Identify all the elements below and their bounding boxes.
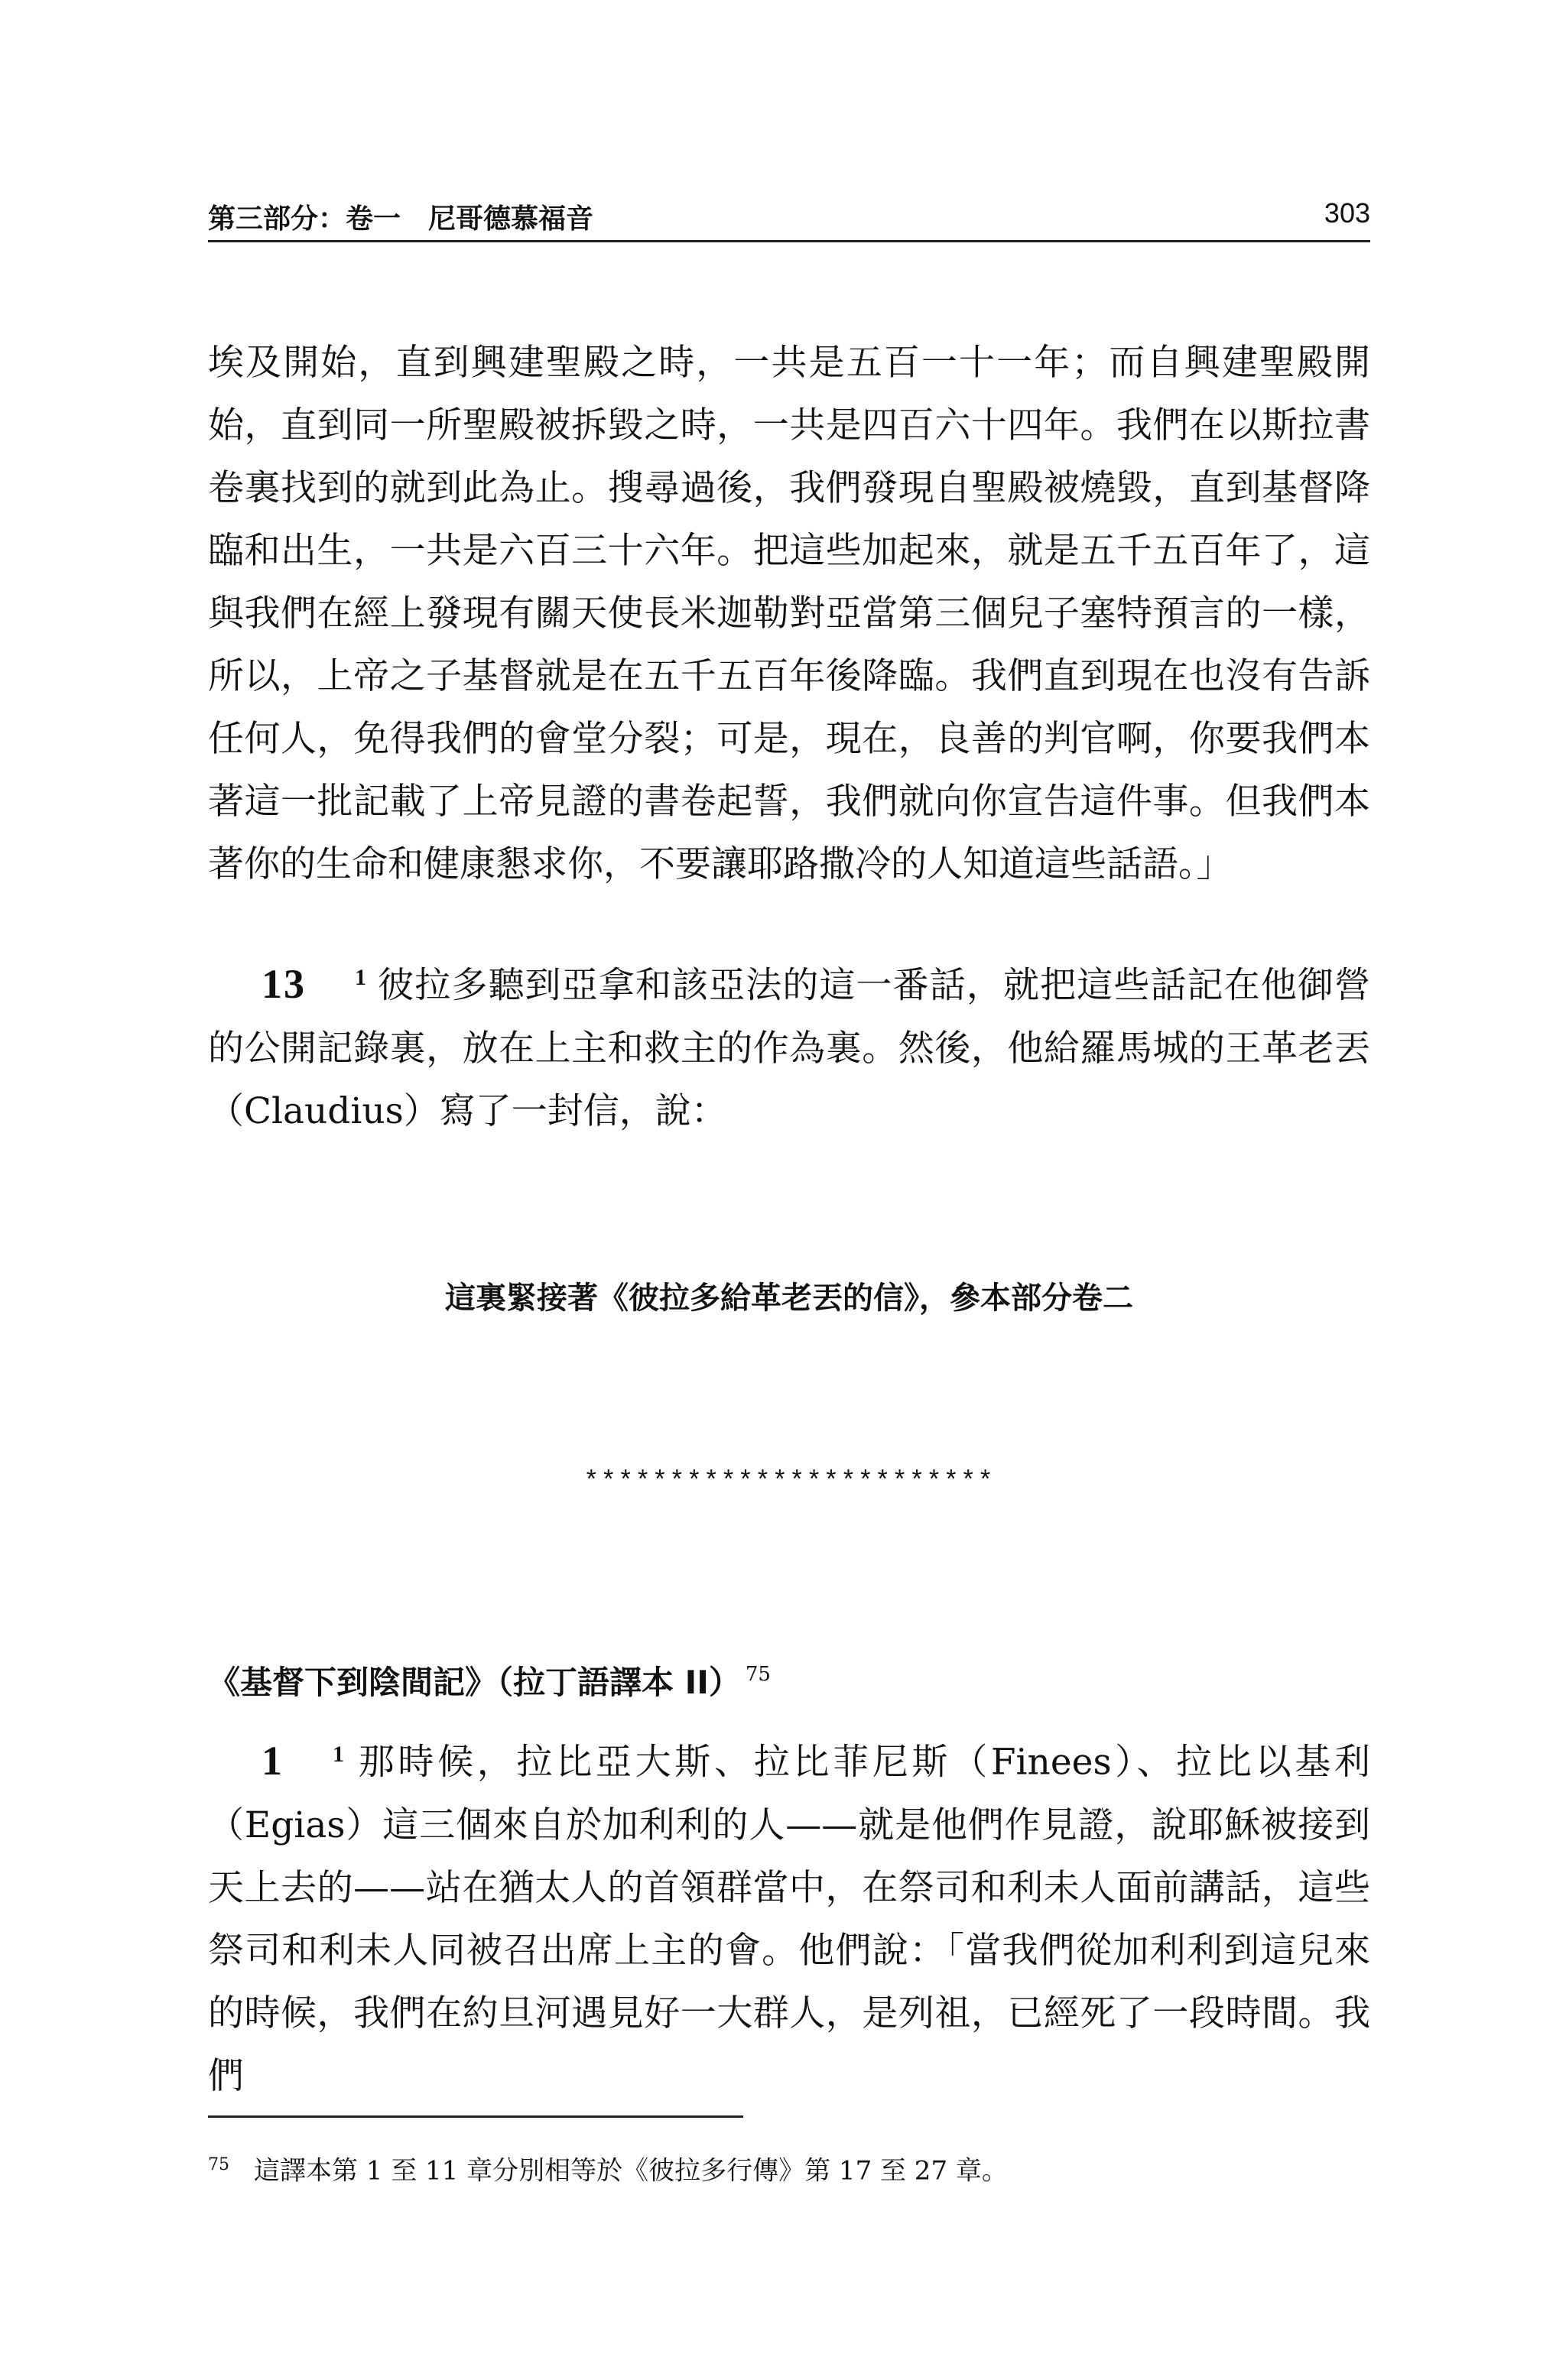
verse-number: 1 bbox=[333, 1742, 344, 1767]
footnote-divider bbox=[208, 2115, 743, 2118]
footnote-reference: 75 bbox=[745, 1663, 771, 1687]
footnote-text: 這譯本第 1 至 11 章分別相等於《彼拉多行傳》第 17 至 27 章。 bbox=[254, 2155, 1008, 2187]
chapter-number: 1 bbox=[262, 1737, 284, 1784]
paragraph-text: 彼拉多聽到亞拿和該亞法的這一番話，就把這些話記在他御營的公開記錄裏，放在上主和救主的作為裏。然後，他給羅馬城的王革老丟（Claudius）寫了一封信，說： bbox=[208, 964, 1370, 1132]
running-header-title: 第三部分：卷一 尼哥德慕福音 bbox=[208, 203, 594, 235]
page-number: 303 bbox=[1324, 197, 1370, 229]
paragraph-continued: 埃及開始，直到興建聖殿之時，一共是五百一十一年；而自興建聖殿開始，直到同一所聖殿被拆毀之時，一共是四百六十四年。我們在以斯拉書卷裏找到的就到此為止。搜尋過後，我們發現自聖殿被燒毀，直到基督降臨和出生，一共是六百三十六年。把這些加起來，就是五千五百年了，這與我們在經上發現有關天使長米迦勒對亞當第三個兒子塞特預言的一樣，所以，上帝之子基督就是在五千五百年後降臨。我們直到現在也沒有告訴任何人，免得我們的會堂分裂；可是，現在，良善的判官啊，你要我們本著這一批記載了上帝見證的書卷起誓，我們就向你宣告這件事。但我們本著你的生命和健康懇求你，不要讓耶路撒冷的人知道這些話語。」 bbox=[208, 342, 1370, 885]
footnote-number: 75 bbox=[208, 2155, 229, 2174]
section-title bbox=[208, 1658, 1370, 1703]
paragraph-chapter-13 bbox=[208, 946, 1370, 1143]
section-separator: ************************ bbox=[583, 1468, 995, 1497]
cross-reference-note: 這裏緊接著《彼拉多給革老丟的信》，參本部分卷二 bbox=[445, 1281, 1133, 1316]
verse-number: 1 bbox=[355, 965, 366, 990]
paragraph-text: 那時候，拉比亞大斯、拉比菲尼斯（Finees）、拉比以基利（Egias）這三個來自於加利利的人——就是他們作見證，說耶穌被接到天上去的——站在猶太人的首領群當中，在祭司和利未人面前講話，這些祭司和利未人同被召出席上主的會。他們說：「當我們從加利利到這兒來的時候，我們在約旦河遇見好一大群人，是列祖，已經死了一段時間。我們 bbox=[208, 1741, 1370, 2097]
running-header bbox=[208, 191, 1370, 242]
paragraph-chapter-1 bbox=[208, 1723, 1370, 2108]
footnote bbox=[208, 2148, 1370, 2187]
section-title-text: 《基督下到陰間記》（拉丁語譯本 II） bbox=[208, 1664, 741, 1701]
chapter-number: 13 bbox=[262, 960, 306, 1007]
